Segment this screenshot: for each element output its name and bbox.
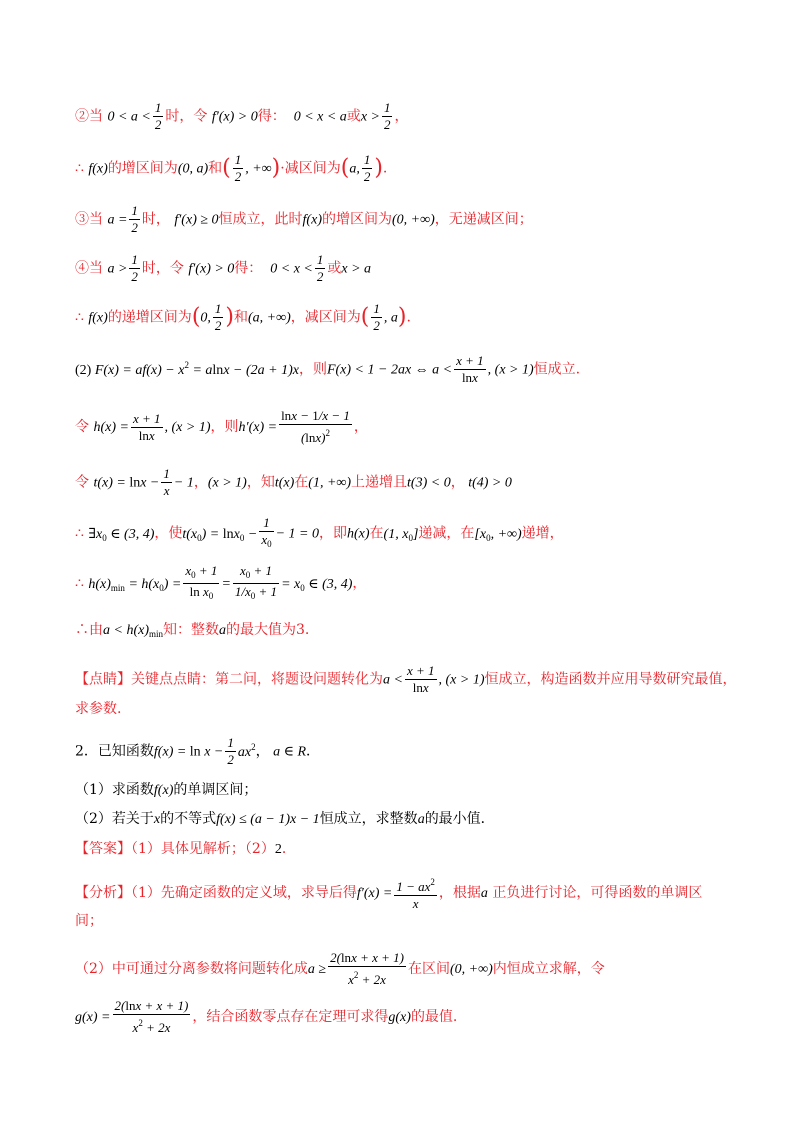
text-segment: 在 [369, 525, 384, 542]
text-segment: 在 [294, 474, 309, 491]
text-segment: ，则 [210, 419, 239, 435]
text-segment: 的增区间为 [107, 160, 178, 177]
text-segment: 的单调区间； [173, 782, 258, 798]
text-segment: 得： [234, 260, 263, 277]
text-segment: （2）中可通过分离参数将问题转化成 [75, 961, 308, 977]
therefore-symbol: ∴ [75, 160, 84, 177]
increase-interval-line-1: ∴ f(x)的增区间为(0, a)和( $\frac{1}{2}$ , +∞)·减区间为(a, $\frac{1}{2}$ ). [75, 152, 388, 184]
text-segment: ， [352, 575, 367, 592]
answer-value: 2 [274, 842, 282, 857]
text-segment: ，知 [246, 474, 275, 491]
text-segment: ，结合函数零点存在定理可求得 [192, 1009, 389, 1025]
analysis-line-4: g(x) = $\frac{2(\ln x + x + 1)}{x^2 + 2x}$ ，结合函数零点存在定理可求得g(x)的最值. [75, 998, 458, 1035]
analysis-line-3: （2）中可通过分离参数将问题转化成a ≥ $\frac{2(\ln x + x + 1)}{x^2 + 2x}$ 在区间(0, +∞)内恒成立求解，令 [75, 950, 605, 987]
text-segment: . [382, 160, 388, 177]
text-segment: 得： [257, 108, 286, 125]
problem-2-part-1: （1）求函数f(x)的单调区间； [75, 782, 258, 798]
analysis-line-1: 【分析】（1）先确定函数的定义域，求导后得f′(x) = $\frac{1 - ax^2}{x}$ ，根据a 正负进行讨论，可得函数的单调区 [75, 874, 760, 912]
text-segment: 的最小值． [424, 811, 495, 827]
text-segment: （1）求函数 [75, 782, 154, 798]
key-point-line: 【点睛】关键点点睛：第二问，将题设问题转化为a < $\frac{x + 1}{\ln x}$ , (x > 1)恒成立，构造函数并应用导数研究最值， [75, 663, 737, 695]
text-segment: 【点睛】关键点点睛：第二问，将题设问题转化为 [75, 671, 383, 688]
text-segment: 恒成立，求整数 [319, 811, 418, 827]
text-segment: ·减区间为 [280, 160, 341, 177]
text-segment: ，使 [154, 525, 183, 542]
text-segment: 在区间 [407, 961, 450, 977]
text-segment: 的递增区间为 [107, 309, 192, 326]
text-segment: 【答案】（1）具体见解析；（2） [75, 841, 275, 857]
text-segment: 内恒成立求解，令 [492, 961, 605, 977]
text-segment: 上递增且 [351, 474, 408, 491]
text-segment: ，根据 [438, 885, 481, 901]
problem-2-statement: 2．已知函数f(x) = ln x − $\frac{1}{2}$ $ax^2$， a ∈ R． [75, 735, 320, 767]
text-segment: 恒成立，构造函数并应用导数研究最值， [484, 671, 737, 688]
text-segment: ， [394, 108, 409, 125]
key-point-continued [75, 698, 760, 720]
text-segment: ，即 [319, 525, 347, 542]
analysis-line-2 [75, 910, 760, 932]
text-segment: ， [255, 743, 270, 760]
text-segment: （2）若关于 [75, 811, 154, 827]
text-segment: 【分析】（1）先确定函数的定义域，求导后得 [75, 885, 357, 901]
text-segment: 时，令 [141, 260, 184, 277]
therefore-symbol: ∴ [75, 525, 84, 542]
conclusion-line: ∴由$a < h(x)_{min}$知：整数a的最大值为3. [75, 622, 310, 639]
therefore-symbol: ∴ [75, 309, 84, 326]
h-min-line: ∴ $h(x)_{min} = h(x_0)$ = $\frac{x_0 + 1}{\ln x_0}$ = $\frac{x_0 + 1}{1/x_0 + 1}$ = $x_0$ ∈ (3, 4)， [75, 563, 367, 601]
case-3-line: ③当 a = $\frac{1}{2}$ 时， f′(x) ≥ 0恒成立，此时f(x)的增区间为(0, +∞)，无递减区间； [75, 203, 533, 235]
text-segment: 的增区间为 [321, 211, 392, 228]
text-segment: 和 [234, 309, 248, 326]
text-segment: 时，令 [165, 108, 208, 125]
t-function-line: 令 t(x) = lnx − $\frac{1}{x}$ − 1，(x > 1)，知t(x)在(1, +∞)上递增且t(3) < 0， t(4) > 0 [75, 466, 512, 498]
text-segment: 正负进行讨论，可得函数的单调区 [492, 885, 703, 901]
increase-interval-line-2: ∴ f(x)的递增区间为(0, $\frac{1}{2}$ )和(a, +∞)，减区间为( $\frac{1}{2}$ , a). [75, 301, 411, 333]
text-segment: 令 [75, 474, 89, 491]
text-segment: ， [193, 474, 208, 491]
part-2-line: (2) $F(x) = af(x) - x^2 = alnx - (2a + 1)x$，则F(x) < 1 − 2ax ⇔ a < $\frac{x + 1}{\ln x}$ , (x > 1)恒成立. [75, 353, 581, 385]
therefore-symbol: ∴ [75, 575, 84, 592]
text-segment: 递增， [521, 525, 564, 542]
text-segment: ． [306, 743, 320, 760]
text-segment: 恒成立，此时 [218, 211, 303, 228]
text-segment: ∴由 [75, 622, 103, 638]
text-segment: 恒成立. [533, 361, 581, 378]
text-segment: 或 [327, 260, 342, 277]
text-segment: 知：整数 [163, 622, 220, 638]
answer-line [75, 838, 760, 861]
text-segment: 令 [75, 419, 89, 435]
text-segment: 或 [346, 108, 361, 125]
text-segment: 的最大值为3. [226, 622, 310, 638]
zero-point-line: ∴ $\exists x_0$ ∈ (3, 4)，使$t(x_0) = \ln x_0$ − $\frac{1}{x_0}$ − 1 = 0，即h(x)在(1, $x_0$]递减，在[$x_0$, +∞)递增， [75, 515, 564, 549]
case-2-line: ②当 0 < a < $\frac{1}{2}$ 时，令 f′(x) > 0得： 0 < x < a或x > $\frac{1}{2}$ ， [75, 100, 409, 132]
text-segment: ， [450, 474, 465, 491]
text-segment: 时， [141, 211, 170, 228]
text-segment: 求参数. [75, 701, 122, 717]
text-segment: ，无递减区间； [434, 211, 533, 228]
text-segment: ，减区间为 [290, 309, 361, 326]
case-4-line: ④当 a > $\frac{1}{2}$ 时，令 f′(x) > 0得： 0 < x < $\frac{1}{2}$ 或x > a [75, 252, 372, 284]
text-segment: 的最值. [410, 1009, 458, 1025]
text-segment: ②当 [75, 108, 103, 125]
text-segment: ，则 [298, 361, 327, 378]
text-segment: ． [281, 841, 296, 857]
text-segment: ， [353, 419, 368, 435]
text-segment: 递减，在 [418, 525, 475, 542]
text-segment: ③当 [75, 211, 103, 228]
text-segment: . [406, 309, 411, 326]
h-derivative-line: 令 h(x) = $\frac{x + 1}{\ln x}$ , (x > 1)，则h′(x) = $\frac{\ln x - 1/x - 1}{(\ln x)^2}$ ， [75, 408, 368, 445]
text-segment: 和 [208, 160, 223, 177]
text-segment: 2．已知函数 [75, 743, 154, 760]
text-segment: 间； [75, 913, 103, 929]
text-segment: 的不等式 [160, 811, 217, 827]
text-segment: ④当 [75, 260, 103, 277]
problem-2-part-2: （2）若关于x的不等式f(x) ≤ (a − 1)x − 1恒成立，求整数a的最小值． [75, 811, 495, 827]
